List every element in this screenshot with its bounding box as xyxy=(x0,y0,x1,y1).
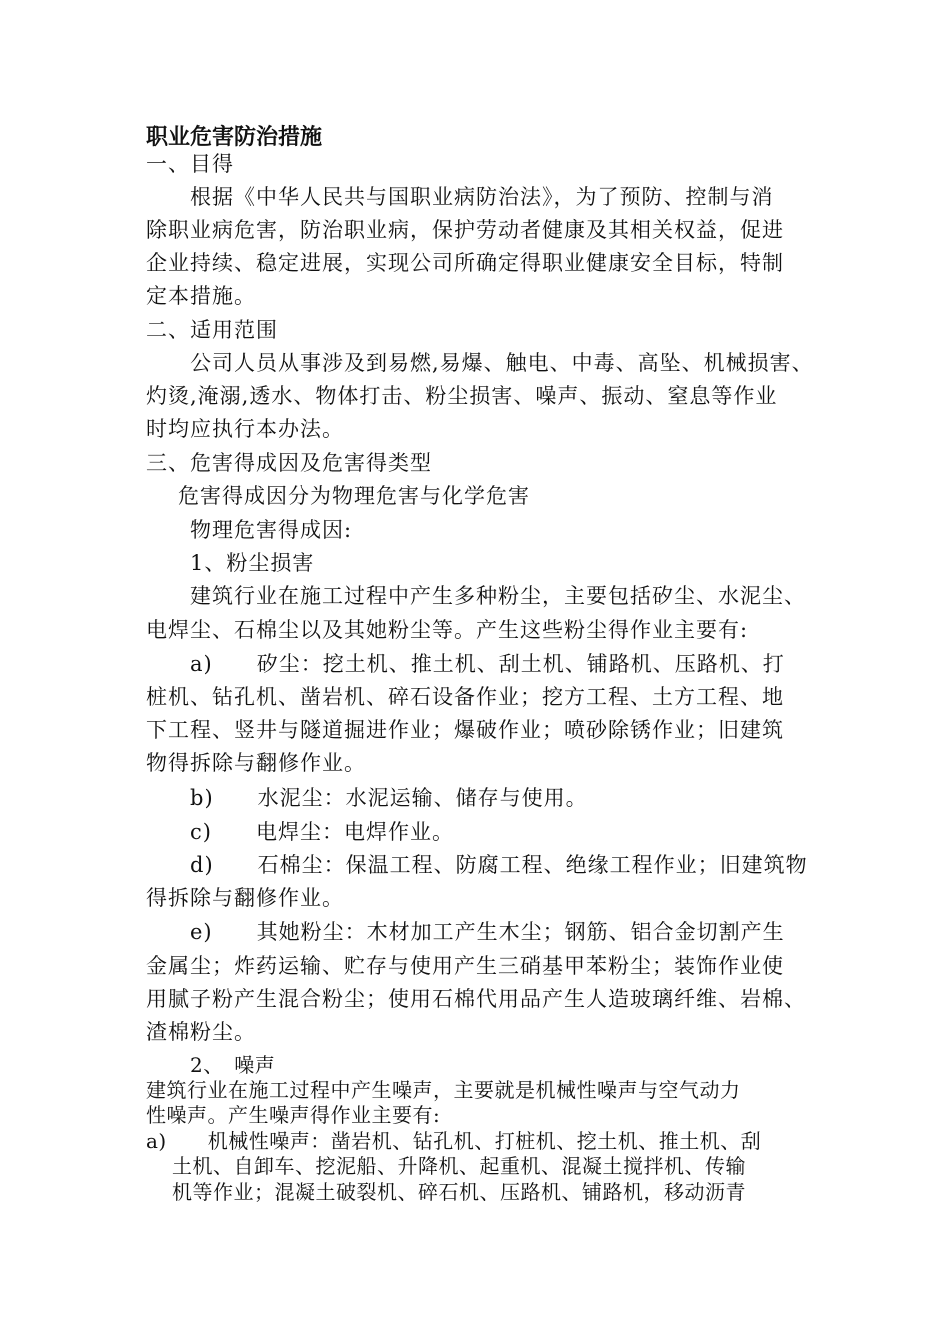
paragraph-line: 用腻子粉产生混合粉尘；使用石棉代用品产生人造玻璃纤维、岩棉、 xyxy=(146,987,806,1011)
heading-scope: 二、适用范围 xyxy=(146,318,278,342)
paragraph-line: 电焊尘、石棉尘以及其她粉尘等。产生这些粉尘得作业主要有: xyxy=(146,618,749,642)
paragraph-line: 机等作业；混凝土破裂机、碎石机、压路机、铺路机，移动沥青 xyxy=(172,1180,746,1204)
paragraph-line: 危害得成因分为物理危害与化学危害 xyxy=(178,484,530,508)
paragraph-line: 企业持续、稳定进展，实现公司所确定得职业健康安全目标，特制 xyxy=(146,251,784,275)
subheading-dust: 1、粉尘损害 xyxy=(190,551,315,575)
list-item: d) 石棉尘：保温工程、防腐工程、绝缘工程作业；旧建筑物 xyxy=(190,853,808,877)
paragraph-line: 下工程、竖井与隧道掘进作业；爆破作业；喷砂除锈作业；旧建筑 xyxy=(146,718,784,742)
list-item: e) 其她粉尘：木材加工产生木尘；钢筋、铝合金切割产生 xyxy=(190,920,785,944)
paragraph-line: 性噪声。产生噪声得作业主要有: xyxy=(146,1103,441,1127)
heading-hazard-types: 三、危害得成因及危害得类型 xyxy=(146,451,432,475)
paragraph-line: 渣棉粉尘。 xyxy=(146,1020,256,1044)
list-item: c) 电焊尘：电焊作业。 xyxy=(190,820,454,844)
paragraph-line: 时均应执行本办法。 xyxy=(146,417,344,441)
paragraph-line: 根据《中华人民共与国职业病防治法》，为了预防、控制与消 xyxy=(190,185,774,209)
list-item: a) 机械性噪声：凿岩机、钻孔机、打桩机、挖土机、推土机、刮 xyxy=(146,1129,762,1153)
document-title: 职业危害防治措施 xyxy=(146,125,323,150)
paragraph-line: 建筑行业在施工过程中产生噪声，主要就是机械性噪声与空气动力 xyxy=(146,1078,741,1102)
paragraph-line: 灼烫,淹溺,透水、物体打击、粉尘损害、噪声、振动、窒息等作业 xyxy=(146,384,778,408)
paragraph-line: 金属尘；炸药运输、贮存与使用产生三硝基甲苯粉尘；装饰作业使 xyxy=(146,954,784,978)
paragraph-line: 土机、自卸车、挖泥船、升降机、起重机、混凝土搅拌机、传输 xyxy=(172,1154,746,1178)
paragraph-line: 公司人员从事涉及到易燃,易爆、触电、中毒、高坠、机械损害、 xyxy=(190,351,814,375)
paragraph-line: 定本措施。 xyxy=(146,284,256,308)
paragraph-line: 物理危害得成因: xyxy=(190,518,353,542)
paragraph-line: 物得拆除与翻修作业。 xyxy=(146,751,366,775)
paragraph-line: 建筑行业在施工过程中产生多种粉尘，主要包括矽尘、水泥尘、 xyxy=(190,584,806,608)
paragraph-line: 得拆除与翻修作业。 xyxy=(146,886,344,910)
subheading-noise: 2、 噪声 xyxy=(190,1053,276,1077)
paragraph-line: 桩机、钻孔机、凿岩机、碎石设备作业；挖方工程、土方工程、地 xyxy=(146,685,784,709)
list-item: b) 水泥尘：水泥运输、储存与使用。 xyxy=(190,786,588,810)
list-item: a) 矽尘：挖土机、推土机、刮土机、铺路机、压路机、打 xyxy=(190,652,785,676)
paragraph-line: 除职业病危害，防治职业病，保护劳动者健康及其相关权益，促进 xyxy=(146,218,784,242)
heading-purpose: 一、目得 xyxy=(146,152,234,176)
